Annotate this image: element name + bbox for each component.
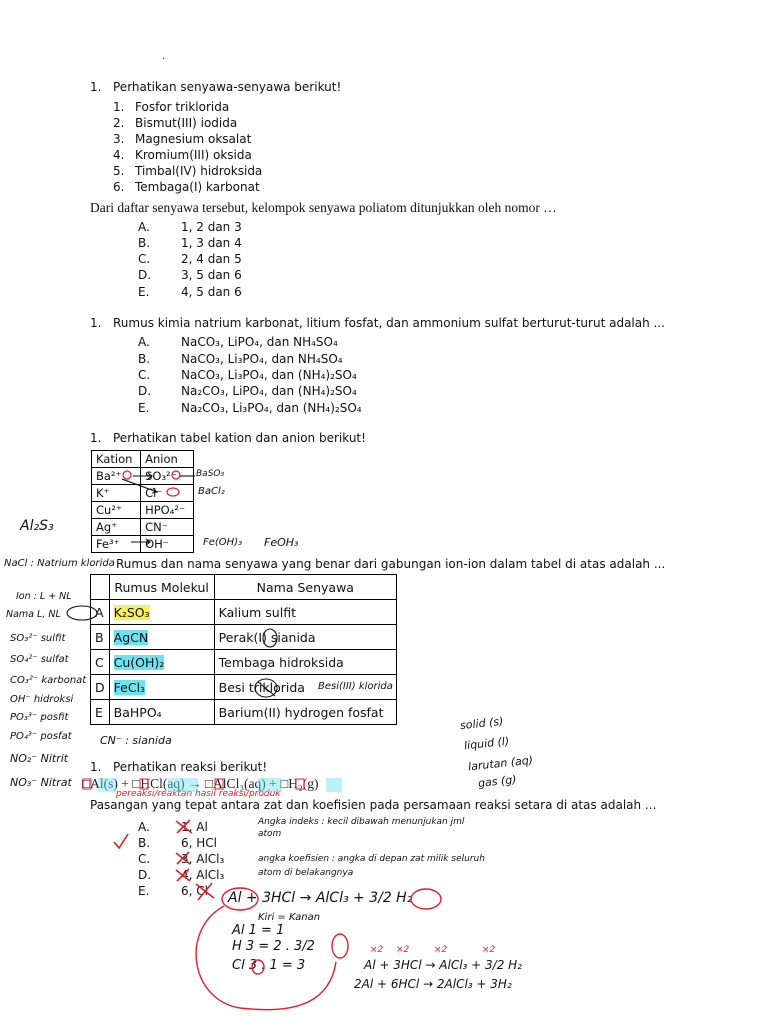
ion-table-cell: CN⁻ — [141, 519, 194, 536]
option-text: NaCO₃, Li₃PO₄, dan (NH₄)₂SO₄ — [181, 368, 357, 382]
row-letter: C — [91, 650, 110, 675]
note-karbonat: CO₃²⁻ karbonat — [10, 675, 87, 686]
note-nitrat: NO₃⁻ Nitrat — [10, 776, 72, 789]
formula: BaHPO₄ — [113, 704, 162, 720]
option-text: 4, 5 dan 6 — [181, 285, 242, 299]
highlight-circle — [172, 471, 180, 479]
coefficient-box — [296, 779, 304, 789]
link-arrow — [196, 906, 336, 1010]
q4-stem: Perhatikan reaksi berikut! — [113, 760, 268, 774]
option-letter: C. — [138, 368, 151, 382]
q1-question: Dari daftar senyawa tersebut, kelompok senyawa poliatom ditunjukkan oleh nomor … — [90, 200, 557, 215]
q2-number: 1. — [90, 316, 102, 330]
note-nacl: NaCl : Natrium klorida — [4, 558, 115, 569]
work-header: Kiri = Kanan — [258, 912, 321, 923]
option-letter: A. — [138, 335, 150, 349]
list-item: Fosfor triklorida — [135, 100, 230, 114]
formula: K₂SO₃ — [113, 604, 150, 620]
formula: Cu(OH)₂ — [113, 654, 165, 670]
annotation-circle — [67, 606, 97, 620]
option-letter: C. — [138, 252, 151, 266]
list-item-number: 4. — [113, 148, 125, 162]
annotation-circle — [222, 888, 258, 910]
answer-table-header: Nama Senyawa — [214, 575, 396, 600]
option-letter: D. — [138, 868, 152, 882]
option-text: 6, HCl — [181, 836, 217, 850]
note-sulfit: SO₃²⁻ sulfit — [10, 633, 66, 644]
multiplier: ×2 — [434, 945, 448, 955]
note-besi: Besi(III) klorida — [318, 681, 393, 692]
ion-table-cell: Ba²⁺ — [92, 468, 141, 485]
list-item: Kromium(III) oksida — [135, 148, 252, 162]
option-text: 1, Al — [181, 820, 208, 834]
option-letter: A. — [138, 220, 150, 234]
option-letter: E. — [138, 401, 150, 415]
option-letter: E. — [138, 884, 150, 898]
name-cell: Barium(II) hydrogen fosfat — [214, 700, 396, 725]
ion-table-header: Kation — [92, 451, 141, 468]
stray-dot: · — [162, 54, 166, 65]
ion-table-cell: OH⁻ — [141, 536, 194, 553]
q4-number: 1. — [90, 760, 102, 774]
work-row: Cl 3 . 1 = 3 — [232, 958, 306, 973]
name-cell: Perak(I) sianida — [214, 625, 396, 650]
row-letter: D — [91, 675, 110, 700]
list-item-number: 2. — [113, 116, 125, 130]
coefficient-box — [83, 779, 91, 789]
note-feoh3: Fe(OH)₃ — [203, 537, 243, 548]
option-letter: D. — [138, 268, 152, 282]
coefficient-box — [140, 779, 148, 789]
note-al2s3: Al₂S₃ — [20, 518, 54, 534]
highlight-circle — [167, 488, 179, 496]
note-angka-indeks: Angka indeks : kecil dibawah menunjukan jml atom — [258, 817, 465, 839]
arrow-icon — [122, 473, 195, 545]
q4-equation: □Al(s) + □HCl(aq) → □AlCl₃(aq) + □H₂(g) — [82, 776, 319, 791]
q3-question: Rumus dan nama senyawa yang benar dari gabungan ion-ion dalam tabel di atas adalah ... — [116, 557, 666, 571]
q2-stem: Rumus kimia natrium karbonat, litium fosfat, dan ammonium sulfat berturut-turut adalah ... — [113, 316, 665, 330]
list-item-number: 6. — [113, 180, 125, 194]
option-letter: E. — [138, 285, 150, 299]
ion-table-cell: K⁺ — [92, 485, 141, 502]
option-letter: C. — [138, 852, 151, 866]
final-equation-1: Al + 3HCl → AlCl₃ + 3/2 H₂ — [364, 958, 522, 972]
cross-icon — [176, 852, 190, 864]
ion-table-cell: Fe³⁺ — [92, 536, 141, 553]
row-letter: E — [91, 700, 110, 725]
option-text: 1, 2 dan 3 — [181, 220, 242, 234]
note-sulfat: SO₄²⁻ sulfat — [10, 654, 69, 665]
annotation-circle — [252, 960, 264, 974]
list-item-number: 1. — [113, 100, 125, 114]
option-letter: D. — [138, 384, 152, 398]
option-letter: B. — [138, 236, 151, 250]
highlight-mark — [168, 778, 198, 792]
note-angka-koefisien: angka koefisien : angka di depan zat milik seluruh atom di belakangnya — [258, 854, 485, 878]
list-item: Magnesium oksalat — [135, 132, 252, 146]
note-state-liquid: liquid (l) — [463, 734, 510, 753]
ion-table-cell: SO₃²⁻ — [141, 468, 194, 485]
highlight-mark — [326, 778, 342, 792]
annotation-circle — [411, 889, 441, 909]
row-letter: B — [91, 625, 110, 650]
list-item-number: 5. — [113, 164, 125, 178]
cross-icon — [196, 883, 214, 900]
list-item: Timbal(IV) hidroksida — [135, 164, 263, 178]
option-text: 4, AlCl₃ — [181, 868, 225, 882]
answer-marks — [114, 820, 214, 900]
cross-icon — [176, 820, 192, 833]
option-letter: B. — [138, 352, 151, 366]
ion-table-cell: Cu²⁺ — [92, 502, 141, 519]
option-text: 3, AlCl₃ — [181, 852, 225, 866]
formula: AgCN — [113, 629, 149, 645]
work-equation: Al + 3HCl → AlCl₃ + 3/2 H₂ — [228, 890, 413, 906]
list-item: Bismut(III) iodida — [135, 116, 238, 130]
note-feoh3-alt: FeOH₃ — [264, 536, 299, 549]
answer-table-header: Rumus Molekul — [109, 575, 214, 600]
note-baso3: BaSO₃ — [196, 469, 225, 479]
work-row: H 3 = 2 . 3/2 — [232, 939, 315, 954]
option-text: 3, 5 dan 6 — [181, 268, 242, 282]
multiplier: ×2 — [396, 945, 410, 955]
final-equation-2: 2Al + 6HCl → 2AlCl₃ + 3H₂ — [354, 977, 512, 991]
highlight-mark — [98, 778, 116, 792]
option-text: Na₂CO₃, LiPO₄, dan (NH₄)₂SO₄ — [181, 384, 357, 398]
ion-table-cell: Ag⁺ — [92, 519, 141, 536]
note-bacl2: BaCl₂ — [198, 486, 225, 497]
note-nama: Nama L, NL — [6, 609, 61, 620]
coefficient-box — [215, 779, 223, 789]
list-item: Tembaga(I) karbonat — [135, 180, 260, 194]
option-text: 6, Cl — [181, 884, 208, 898]
note-nitrit: NO₂⁻ Nitrit — [10, 752, 69, 765]
option-text: NaCO₃, Li₃PO₄, dan NH₄SO₄ — [181, 352, 343, 366]
option-text: Na₂CO₃, Li₃PO₄, dan (NH₄)₂SO₄ — [181, 401, 362, 415]
note-ion: Ion : L + NL — [16, 591, 72, 602]
note-posfit: PO₃³⁻ posfit — [10, 712, 69, 723]
name-cell: Tembaga hidroksida — [214, 650, 396, 675]
formula: FeCl₃ — [113, 679, 146, 695]
note-state-aq: larutan (aq) — [467, 753, 534, 774]
annotation-circle — [263, 629, 277, 647]
note-cn: CN⁻ : sianida — [100, 734, 172, 747]
q1-stem: Perhatikan senyawa-senyawa berikut! — [113, 80, 342, 94]
ion-table-cell: HPO₄²⁻ — [141, 502, 194, 519]
ion-table-cell: Cl⁻ — [141, 485, 194, 502]
note-posfat: PO₄³⁻ posfat — [10, 731, 72, 742]
q4-question: Pasangan yang tepat antara zat dan koefisien pada persamaan reaksi setara di atas adalah ... — [90, 798, 657, 812]
name-cell: Kalium sulfit — [214, 600, 396, 625]
annotation-circle — [332, 934, 348, 958]
row-letter: A — [91, 600, 110, 625]
note-state-gas: gas (g) — [477, 773, 518, 790]
work-row: Al 1 = 1 — [232, 923, 285, 938]
q3-stem: Perhatikan tabel kation dan anion berikut! — [113, 431, 366, 445]
q1-number: 1. — [90, 80, 102, 94]
highlight-circle — [123, 471, 131, 479]
name-cell: Besi triklorida — [214, 675, 396, 700]
q3-number: 1. — [90, 431, 102, 445]
option-text: 1, 3 dan 4 — [181, 236, 242, 250]
highlight-mark — [258, 778, 282, 792]
option-letter: A. — [138, 820, 150, 834]
multiplier: ×2 — [482, 945, 496, 955]
multiplier: ×2 — [370, 945, 384, 955]
note-state-solid: solid (s) — [459, 714, 504, 733]
strike-mark — [258, 682, 275, 696]
ion-table-header: Anion — [141, 451, 194, 468]
option-letter: B. — [138, 836, 151, 850]
note-reaction-labels: pereaksi/reaktan hasil reaksi/produk — [116, 789, 281, 799]
note-hidroksi: OH⁻ hidroksi — [10, 694, 74, 705]
check-icon — [114, 834, 128, 848]
list-item-number: 3. — [113, 132, 125, 146]
option-text: 2, 4 dan 5 — [181, 252, 242, 266]
option-text: NaCO₃, LiPO₄, dan NH₄SO₄ — [181, 335, 338, 349]
cross-icon — [176, 869, 190, 881]
